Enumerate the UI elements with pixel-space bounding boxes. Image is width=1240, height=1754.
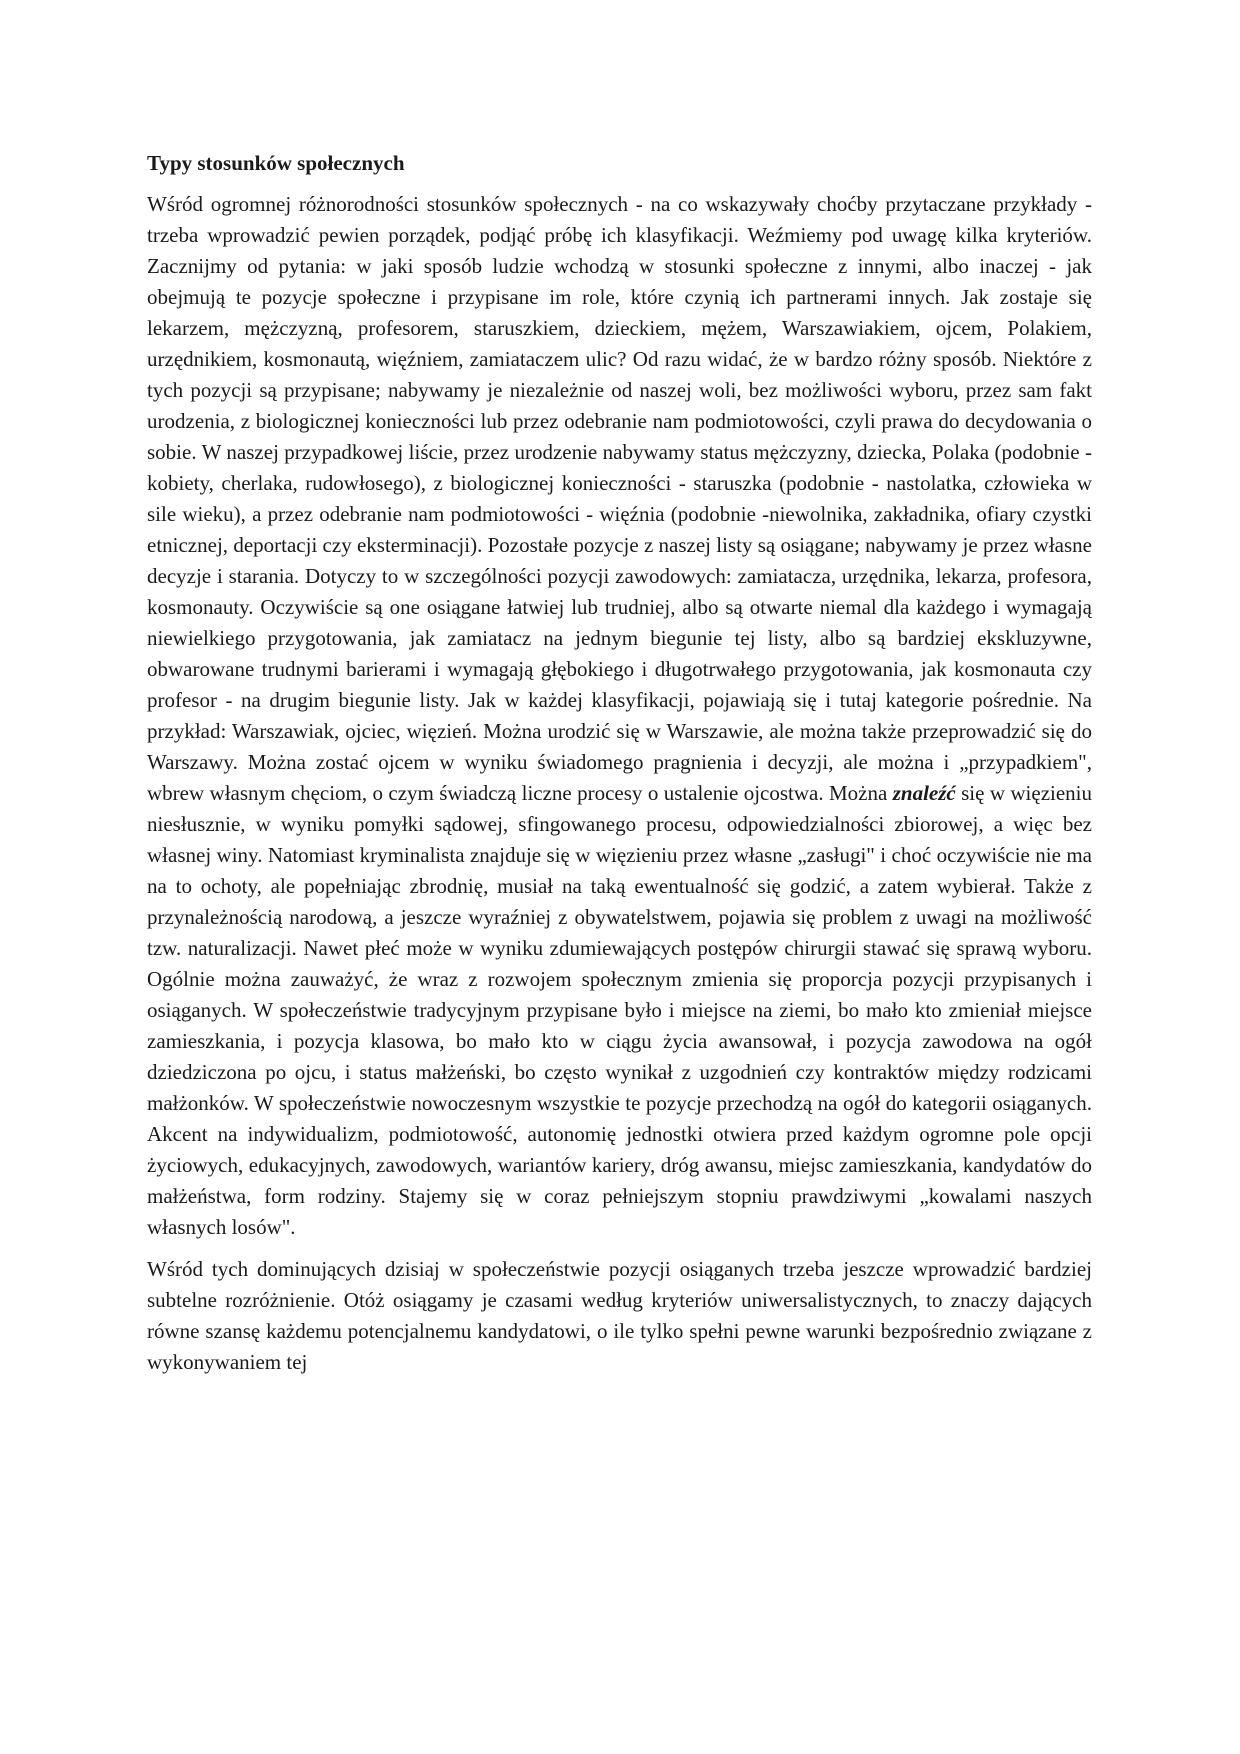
document-title: Typy stosunków społecznych xyxy=(147,151,405,175)
paragraph-1-text-end: się w więzieniu niesłusznie, w wyniku pomyłki sądowej, sfingowanego procesu, odpowiedzialności zbiorowej, a więc bez własnej winy. Natomiast kryminalista znajduje się w więzieniu przez własne „zasługi" i choć oczywiście nie ma na to ochoty, ale popełniając zbrodnię, musiał na taką ewentualność się godzić, a zatem wybierał. Także z przynależnością narodową, a jeszcze wyraźniej z obywatelstwem, pojawia się problem z uwagi na możliwość tzw. naturalizacji. Nawet płeć może w wyniku zdumiewających postępów chirurgii stawać się sprawą wyboru. Ogólnie można zauważyć, że wraz z rozwojem społecznym zmienia się proporcja pozycji przypisanych i osiąganych. W społeczeństwie tradycyjnym przypisane było i miejsce na ziemi, bo mało kto zmieniał miejsce zamieszkania, i pozycja klasowa, bo mało kto w ciągu życia awansował, i pozycja zawodowa na ogół dziedziczona po ojcu, i status małżeński, bo często wynikał z uzgodnień czy kontraktów między rodzicami małżonków. W społeczeństwie nowoczesnym wszystkie te pozycje przechodzą na ogół do kategorii osiąganych. Akcent na indywidualizm, podmiotowość, autonomię jednostki otwiera przed każdym ogromne pole opcji życiowych, edukacyjnych, zawodowych, wariantów kariery, dróg awansu, miejsc zamieszkania, kandydatów do małżeństwa, form rodziny. Stajemy się w coraz pełniejszym stopniu prawdziwymi „kowalami naszych własnych losów". xyxy=(147,781,1093,1239)
document-body xyxy=(147,148,1092,1389)
paragraph-1 xyxy=(147,189,1092,1243)
paragraph-2: Wśród tych dominujących dzisiaj w społeczeństwie pozycji osiąganych trzeba jeszcze wprowadzić bardziej subtelne rozróżnienie. Otóż osiągamy je czasami według kryteriów uniwersalistycznych, to znaczy dających równe szansę każdemu potencjalnemu kandydatowi, o ile tylko spełni pewne warunki bezpośrednio związane z wykonywaniem tej xyxy=(147,1257,1092,1374)
paragraph-1-text-start: Wśród ogromnej różnorodności stosunków społecznych - na co wskazywały choćby przytaczane przykłady - trzeba wprowadzić pewien porządek, podjąć próbę ich klasyfikacji. Weźmiemy pod uwagę kilka kryteriów. Zacznijmy od pytania: w jaki sposób ludzie wchodzą w stosunki społeczne z innymi, albo inaczej - jak obejmują te pozycje społeczne i przypisane im role, które czynią ich partnerami innych. Jak zostaje się lekarzem, mężczyzną, profesorem, staruszkiem, dzieckiem, mężem, Warszawiakiem, ojcem, Polakiem, urzędnikiem, kosmonautą, więźniem, zamiataczem ulic? Od razu widać, że w bardzo różny sposób. Niektóre z tych pozycji są przypisane; nabywamy je niezależnie od naszej woli, bez możliwości wyboru, przez sam fakt urodzenia, z biologicznej konieczności lub przez odebranie nam podmiotowości, czyli prawa do decydowania o sobie. W naszej przypadkowej liście, przez urodzenie nabywamy status mężczyzny, dziecka, Polaka (podobnie - kobiety, cherlaka, rudowłosego), z biologicznej konieczności - staruszka (podobnie - nastolatka, człowieka w sile wieku), a przez odebranie nam podmiotowości - więźnia (podobnie -niewolnika, zakładnika, ofiary czystki etnicznej, deportacji czy eksterminacji). Pozostałe pozycje z naszej listy są osiągane; nabywamy je przez własne decyzje i starania. Dotyczy to w szczególności pozycji zawodowych: zamiatacza, urzędnika, lekarza, profesora, kosmonauty. Oczywiście są one osiągane łatwiej lub trudniej, albo są otwarte niemal dla każdego i wymagają niewielkiego przygotowania, jak zamiatacz na jednym biegunie tej listy, albo są bardziej ekskluzywne, obwarowane trudnymi barierami i wymagają głębokiego i długotrwałego przygotowania, jak kosmonauta czy profesor - na drugim biegunie listy. Jak w każdej klasyfikacji, pojawiają się i tutaj kategorie pośrednie. Na przykład: Warszawiak, ojciec, więzień. Można urodzić się w Warszawie, ale można także przeprowadzić się do Warszawy. Można zostać ojcem w wyniku świadomego pragnienia i decyzji, ale można i „przypadkiem", wbrew własnym chęciom, o czym świadczą liczne procesy o ustalenie ojcostwa. Można xyxy=(147,192,1092,805)
paragraph-1-emphasis: znaleźć xyxy=(892,781,956,805)
